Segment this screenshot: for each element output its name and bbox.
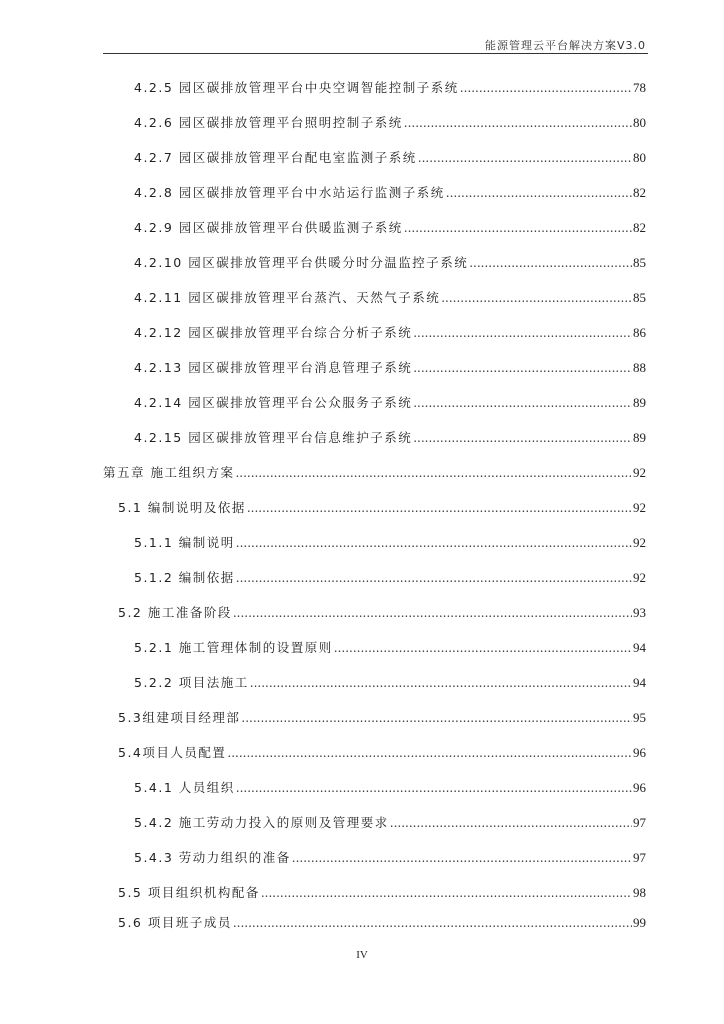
toc-entry[interactable] bbox=[134, 148, 646, 168]
toc-entry[interactable] bbox=[134, 848, 646, 868]
toc-entry-page: 96 bbox=[633, 780, 646, 795]
header-rule bbox=[103, 53, 648, 54]
toc-entry-page: 78 bbox=[633, 80, 646, 95]
toc-leader-dots bbox=[460, 81, 632, 95]
toc-leader-dots bbox=[233, 916, 632, 930]
toc-entry-page: 94 bbox=[633, 640, 646, 655]
header-title: 能源管理云平台解决方案V3.0 bbox=[484, 39, 646, 52]
toc-entry-page: 95 bbox=[633, 710, 646, 725]
toc-entry-page: 88 bbox=[633, 360, 646, 375]
toc-leader-dots bbox=[413, 326, 632, 340]
toc-leader-dots bbox=[233, 606, 632, 620]
toc-entry-label: 4.2.7 园区碳排放管理平台配电室监测子系统 bbox=[134, 150, 417, 165]
toc-entry-label: 4.2.8 园区碳排放管理平台中水站运行监测子系统 bbox=[134, 185, 445, 200]
toc-leader-dots bbox=[334, 641, 632, 655]
toc-entry[interactable] bbox=[134, 358, 646, 378]
toc-entry-label: 4.2.9 园区碳排放管理平台供暖监测子系统 bbox=[134, 220, 403, 235]
toc-entry[interactable] bbox=[134, 323, 646, 343]
toc-entry-label: 4.2.11 园区碳排放管理平台蒸汽、天然气子系统 bbox=[134, 290, 441, 305]
toc-entry[interactable] bbox=[134, 568, 646, 588]
toc-entry[interactable] bbox=[118, 743, 646, 763]
toc-entry[interactable] bbox=[134, 113, 646, 133]
toc-entry-label: 4.2.13 园区碳排放管理平台消息管理子系统 bbox=[134, 360, 413, 375]
toc-entry[interactable] bbox=[134, 638, 646, 658]
toc-entry-label: 5.5 项目组织机构配备 bbox=[118, 885, 260, 900]
toc-entry[interactable] bbox=[134, 673, 646, 693]
toc-entry[interactable] bbox=[134, 533, 646, 553]
toc-entry-page: 92 bbox=[633, 535, 646, 550]
toc-leader-dots bbox=[418, 151, 632, 165]
toc-entry[interactable] bbox=[134, 778, 646, 798]
toc-entry[interactable] bbox=[118, 883, 646, 903]
toc-entry-page: 97 bbox=[633, 815, 646, 830]
toc-entry[interactable] bbox=[118, 498, 646, 518]
toc-entry-label: 5.4.3 劳动力组织的准备 bbox=[134, 850, 291, 865]
toc-leader-dots bbox=[261, 886, 632, 900]
toc-entry-label: 5.4.1 人员组织 bbox=[134, 780, 235, 795]
toc-entry-page: 92 bbox=[633, 570, 646, 585]
toc-entry-page: 93 bbox=[633, 605, 646, 620]
toc-entry-page: 80 bbox=[633, 115, 646, 130]
toc-entry[interactable] bbox=[134, 78, 646, 98]
toc-leader-dots bbox=[241, 711, 632, 725]
toc-entry-label: 4.2.10 园区碳排放管理平台供暖分时分温监控子系统 bbox=[134, 255, 469, 270]
toc-entry-label: 第五章 施工组织方案 bbox=[103, 465, 235, 480]
toc-leader-dots bbox=[236, 536, 632, 550]
toc-entry[interactable] bbox=[103, 463, 646, 483]
toc-entry-page: 89 bbox=[633, 430, 646, 445]
toc-leader-dots bbox=[250, 676, 632, 690]
toc-leader-dots bbox=[247, 501, 632, 515]
toc-entry-page: 85 bbox=[633, 290, 646, 305]
toc-entry-page: 86 bbox=[633, 325, 646, 340]
toc-entry[interactable] bbox=[118, 708, 646, 728]
toc-leader-dots bbox=[413, 396, 632, 410]
toc-entry-label: 5.1.2 编制依据 bbox=[134, 570, 235, 585]
toc-leader-dots bbox=[235, 466, 632, 480]
toc-entry[interactable] bbox=[134, 288, 646, 308]
toc-leader-dots bbox=[404, 116, 632, 130]
toc-entry-label: 5.2 施工准备阶段 bbox=[118, 605, 232, 620]
page-number: IV bbox=[356, 949, 368, 961]
toc-leader-dots bbox=[227, 746, 632, 760]
toc-entry-page: 97 bbox=[633, 850, 646, 865]
toc-entry-page: 85 bbox=[633, 255, 646, 270]
toc-entry-label: 4.2.12 园区碳排放管理平台综合分析子系统 bbox=[134, 325, 413, 340]
toc-entry-page: 98 bbox=[633, 885, 646, 900]
toc-leader-dots bbox=[236, 781, 632, 795]
toc-entry[interactable] bbox=[134, 813, 646, 833]
toc-entry-page: 96 bbox=[633, 745, 646, 760]
toc-entry-label: 5.3组建项目经理部 bbox=[118, 710, 241, 725]
toc-leader-dots bbox=[413, 361, 632, 375]
toc-entry-label: 5.4项目人员配置 bbox=[118, 745, 227, 760]
toc-entry-label: 5.2.2 项目法施工 bbox=[134, 675, 249, 690]
toc-entry-label: 4.2.14 园区碳排放管理平台公众服务子系统 bbox=[134, 395, 413, 410]
toc-entry-page: 82 bbox=[633, 220, 646, 235]
toc-leader-dots bbox=[390, 816, 632, 830]
toc-entry-page: 82 bbox=[633, 185, 646, 200]
toc-entry-label: 5.1.1 编制说明 bbox=[134, 535, 235, 550]
toc-entry-page: 80 bbox=[633, 150, 646, 165]
toc-entry-page: 99 bbox=[633, 915, 646, 930]
toc-entry-label: 4.2.15 园区碳排放管理平台信息维护子系统 bbox=[134, 430, 413, 445]
toc-leader-dots bbox=[469, 256, 632, 270]
toc-entry[interactable] bbox=[134, 253, 646, 273]
toc-leader-dots bbox=[236, 571, 632, 585]
toc-entry[interactable] bbox=[118, 913, 646, 933]
toc-entry-page: 89 bbox=[633, 395, 646, 410]
toc-entry-label: 5.6 项目班子成员 bbox=[118, 915, 232, 930]
toc-entry[interactable] bbox=[134, 183, 646, 203]
toc-entry[interactable] bbox=[134, 393, 646, 413]
toc-entry-page: 94 bbox=[633, 675, 646, 690]
toc-entry[interactable] bbox=[118, 603, 646, 623]
toc-entry-label: 4.2.5 园区碳排放管理平台中央空调智能控制子系统 bbox=[134, 80, 459, 95]
toc-entry-label: 5.1 编制说明及依据 bbox=[118, 500, 246, 515]
toc-entry-page: 92 bbox=[633, 500, 646, 515]
toc-entry-label: 5.2.1 施工管理体制的设置原则 bbox=[134, 640, 333, 655]
toc-leader-dots bbox=[446, 186, 632, 200]
toc-leader-dots bbox=[441, 291, 632, 305]
toc-leader-dots bbox=[404, 221, 632, 235]
toc-entry-page: 92 bbox=[633, 465, 646, 480]
toc-leader-dots bbox=[292, 851, 632, 865]
toc-leader-dots bbox=[413, 431, 632, 445]
toc-entry[interactable] bbox=[134, 218, 646, 238]
toc-entry-label: 5.4.2 施工劳动力投入的原则及管理要求 bbox=[134, 815, 389, 830]
toc-entry-label: 4.2.6 园区碳排放管理平台照明控制子系统 bbox=[134, 115, 403, 130]
toc-entry[interactable] bbox=[134, 428, 646, 448]
